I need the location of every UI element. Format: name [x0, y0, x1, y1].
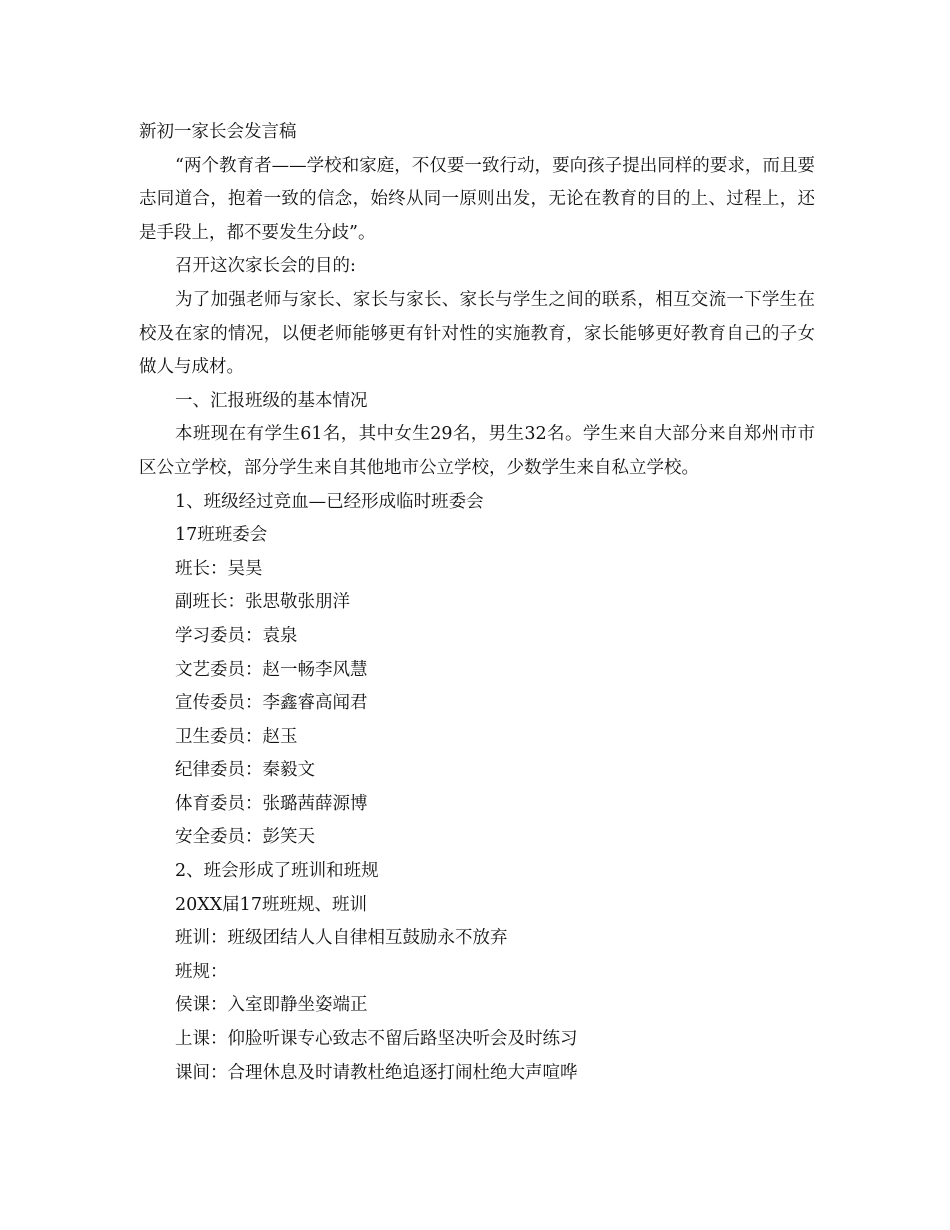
committee-member: 纪律委员：秦毅文	[175, 760, 315, 781]
committee-member: 班长：吴昊	[175, 558, 263, 579]
rule-item: 课间：合理休息及时请教杜绝追逐打闹杜绝大声喧哗	[175, 1062, 578, 1083]
committee-member: 文艺委员：赵一畅李风慧	[175, 659, 368, 680]
rules-label: 班规：	[175, 961, 228, 982]
item-2-heading: 2、班会形成了班训和班规	[175, 861, 379, 882]
document-body	[139, 116, 815, 1090]
rules-title: 20XX届17班班规、班训	[175, 894, 367, 915]
document-title: 新初一家长会发言稿	[139, 122, 297, 142]
committee-member: 学习委员：袁泉	[175, 625, 298, 646]
quote-paragraph: “两个教育者——学校和家庭，不仅要一致行动，要向孩子提出同样的要求，而且要志同道合，抱着一致的信念，始终从同一原则出发，无论在教育的目的上、过程上，还是手段上，都不要发生分歧”。	[139, 155, 815, 243]
committee-member: 安全委员：彭笑天	[175, 827, 315, 848]
rule-item: 上课：仰脸听课专心致志不留后路坚决听会及时练习	[175, 1029, 578, 1050]
committee-title: 17班班委会	[175, 525, 268, 546]
purpose-paragraph: 为了加强老师与家长、家长与家长、家长与学生之间的联系，相互交流一下学生在校及在家的情况，以便老师能够更有针对性的实施教育，家长能够更好教育自己的子女做人与成材。	[139, 289, 815, 378]
committee-member: 体育委员：张璐茜薛源博	[175, 793, 368, 814]
rule-item: 侯课：入室即静坐姿端正	[175, 995, 368, 1016]
purpose-heading: 召开这次家长会的目的:	[175, 256, 356, 277]
section-1-heading: 一、汇报班级的基本情况	[175, 390, 368, 411]
committee-member: 副班长：张思敬张朋洋	[175, 592, 350, 613]
item-1-heading: 1、班级经过竞血—已经形成临时班委会	[175, 491, 484, 512]
class-motto: 班训：班级团结人人自律相互鼓励永不放弃	[175, 928, 508, 949]
committee-member: 卫生委员：赵玉	[175, 726, 298, 747]
section-1-paragraph: 本班现在有学生61名，其中女生29名，男生32名。学生来自大部分来自郑州市市区公立学校，部分学生来自其他地市公立学校，少数学生来自私立学校。	[139, 424, 815, 478]
committee-member: 宣传委员：李鑫睿高闻君	[175, 693, 368, 714]
